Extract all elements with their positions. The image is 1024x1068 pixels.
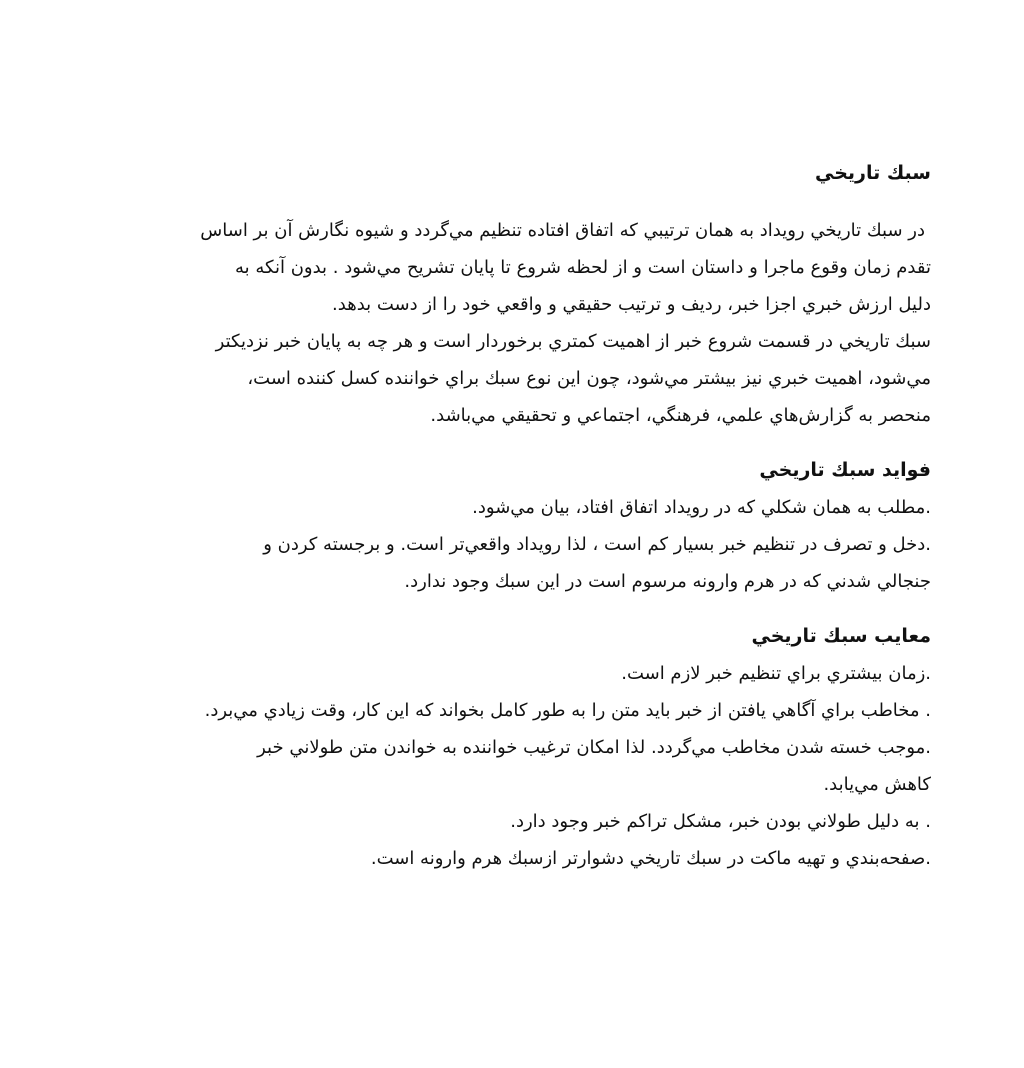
benefit-line: .دخل و تصرف در تنظيم خبر بسيار كم است ، لذا رويداد واقعي‌تر است. و برجسته كردن و xyxy=(263,534,931,555)
intro-line: سبك تاريخي در قسمت شروع خبر از اهميت كمتري برخوردار است و هر چه به پايان خبر نزديكتر xyxy=(215,331,931,352)
document-page xyxy=(88,155,931,877)
page-title: سبك تاريخي xyxy=(814,162,931,184)
intro-line: تقدم زمان وقوع ماجرا و داستان است و از لحظه شروع تا پايان تشريح مي‌شود . بدون آنكه به xyxy=(234,257,931,278)
benefit-line: .مطلب به همان شكلي كه در رويداد اتفاق افتاد، بيان مي‌شود. xyxy=(472,497,931,518)
benefits-heading: فوايد سبك تاريخي xyxy=(759,459,931,481)
drawback-line: . به دليل طولاني بودن خبر، مشكل تراكم خبر وجود دارد. xyxy=(510,811,931,832)
intro-section xyxy=(88,212,931,434)
intro-line: مي‌شود، اهميت خبري نيز بيشتر مي‌شود، چون اين نوع سبك براي خواننده كسل كننده است، xyxy=(247,368,931,389)
drawback-line: . مخاطب براي آگاهي يافتن از خبر بايد متن را به طور كامل بخواند كه اين كار، وقت زيادي مي‌برد. xyxy=(204,700,931,721)
drawback-line: .زمان بيشتري براي تنظيم خبر لازم است. xyxy=(621,663,931,684)
benefits-section xyxy=(88,489,931,600)
drawbacks-heading: معايب سبك تاريخي xyxy=(751,625,931,647)
drawback-line: .موجب خسته شدن مخاطب مي‌گردد. لذا امكان ترغيب خواننده به خواندن متن طولاني خبر xyxy=(257,737,931,758)
intro-line: در سبك تاريخي رويداد به همان ترتيبي كه اتفاق افتاده تنظيم مي‌گردد و شيوه نگارش آن بر اساس xyxy=(200,220,925,241)
drawbacks-section xyxy=(88,655,931,877)
intro-line: منحصر به گزارش‌هاي علمي، فرهنگي، اجتماعي و تحقيقي مي‌باشد. xyxy=(430,405,931,426)
drawback-line: .صفحه‌بندي و تهيه ماكت در سبك تاريخي دشوارتر ازسبك هرم وارونه است. xyxy=(370,848,931,869)
drawback-line: كاهش مي‌يابد. xyxy=(823,774,931,795)
intro-line: دليل ارزش خبري اجزا خبر، رديف و ترتيب حقيقي و واقعي خود را از دست بدهد. xyxy=(332,294,931,315)
benefit-line: جنجالي شدني كه در هرم وارونه مرسوم است در اين سبك وجود ندارد. xyxy=(404,571,931,592)
